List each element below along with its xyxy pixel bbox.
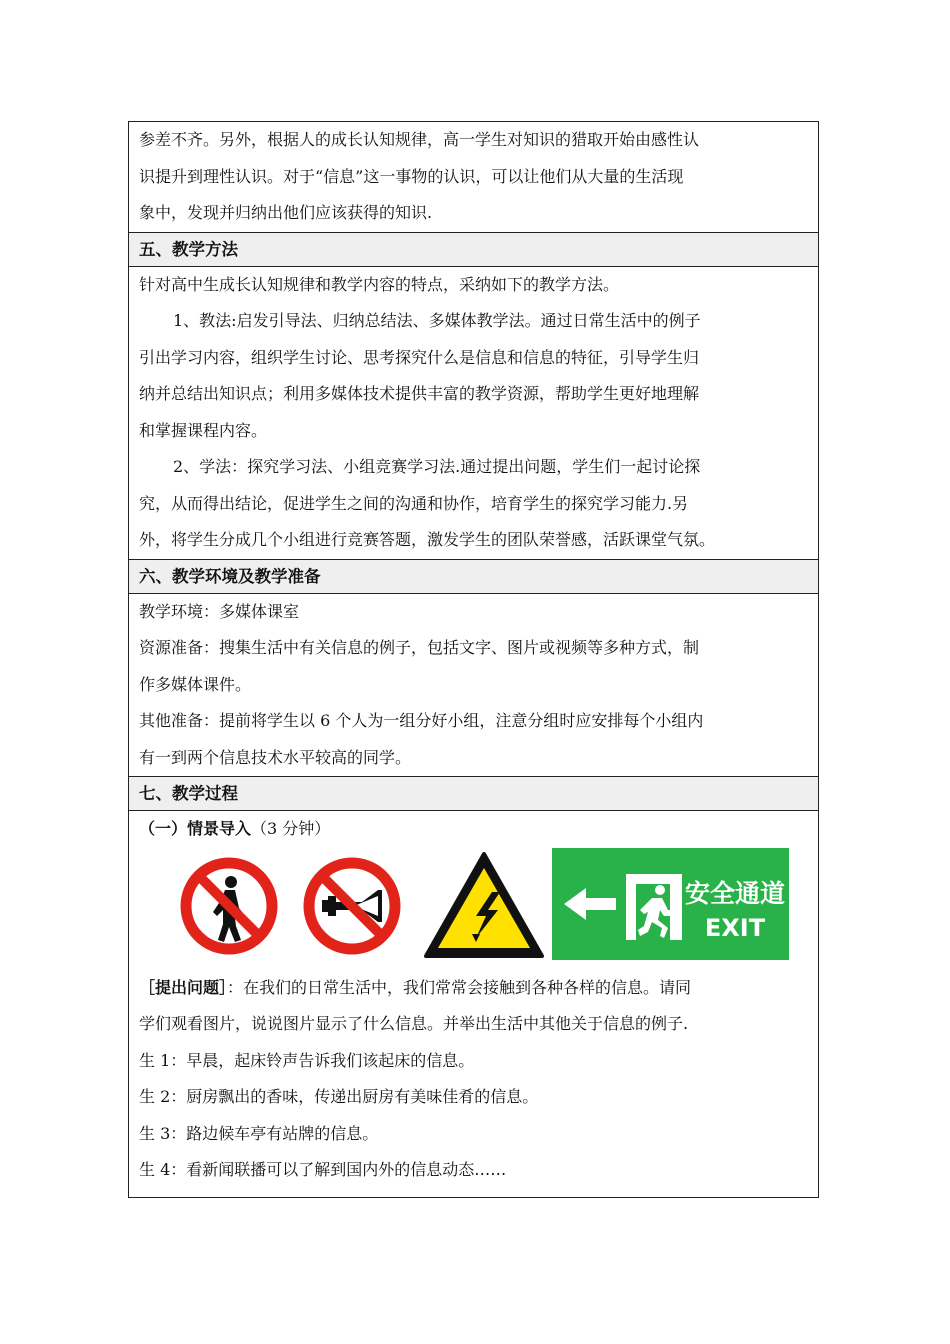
section-7-body xyxy=(129,810,818,1197)
text-line: 资源准备：搜集生活中有关信息的例子，包括文字、图片或视频等多种方式，制 xyxy=(139,638,700,657)
answer-line: 生 3：路边候车亭有站牌的信息。 xyxy=(139,1123,379,1143)
text-line: 作多媒体课件。 xyxy=(139,674,252,694)
text-line: 其他准备：提前将学生以 6 个人为一组分好小组，注意分组时应安排每个小组内 xyxy=(139,711,704,730)
subsection-duration: （3 分钟） xyxy=(251,819,331,838)
text-line: 究，从而得出结论，促进学生之间的沟通和协作，培育学生的探究学习能力.另 xyxy=(139,493,689,513)
answer-line: 生 1：早晨，起床铃声告诉我们该起床的信息。 xyxy=(139,1050,475,1070)
section-5-body xyxy=(129,266,818,559)
question-line xyxy=(139,970,808,1007)
text-line: 学们观看图片，说说图片显示了什么信息。并举出生活中其他关于信息的例子. xyxy=(139,1014,689,1033)
exit-sign-icon xyxy=(552,848,789,960)
text-line: 引出学习内容，组织学生讨论、思考探究什么是信息和信息的特征，引导学生归 xyxy=(139,347,700,367)
exit-sign-chinese: 安全通道 xyxy=(684,878,786,908)
text-line: 有一到两个信息技术水平较高的同学。 xyxy=(139,747,412,767)
document-table xyxy=(128,121,819,1198)
section-7-heading: 七、教学过程 xyxy=(129,776,818,810)
subsection-heading xyxy=(139,811,808,848)
text-line: 和掌握课程内容。 xyxy=(139,420,268,440)
subsection-title: （一）情景导入 xyxy=(139,819,252,838)
exit-sign-english: EXIT xyxy=(704,913,766,942)
text-line: 教学环境：多媒体课室 xyxy=(139,601,300,621)
text-line: 识提升到理性认识。对于“信息”这一事物的认识，可以让他们从大量的生活现 xyxy=(139,166,684,186)
text-line: 纳并总结出知识点；利用多媒体技术提供丰富的教学资源，帮助学生更好地理解 xyxy=(139,384,700,403)
text-line: 针对高中生成长认知规律和教学内容的特点，采纳如下的教学方法。 xyxy=(139,274,620,294)
question-label: ［提出问题］ xyxy=(139,977,228,997)
text-line: 象中，发现并归纳出他们应该获得的知识. xyxy=(139,203,433,222)
section-6-heading: 六、教学环境及教学准备 xyxy=(129,559,818,593)
answer-line: 生 2：厨房飘出的香味，传递出厨房有美味佳肴的信息。 xyxy=(139,1087,539,1106)
section-6-body xyxy=(129,593,818,777)
intro-section xyxy=(129,122,818,232)
no-pedestrian-icon xyxy=(179,856,279,956)
text-line: 2、学法：探究学习法、小组竞赛学习法.通过提出问题，学生们一起讨论探 xyxy=(173,457,701,476)
sign-images xyxy=(139,848,808,966)
question-text: ：在我们的日常生活中，我们常常会接触到各种各样的信息。请同 xyxy=(227,977,692,997)
answer-line: 生 4：看新闻联播可以了解到国内外的信息动态…… xyxy=(139,1160,507,1179)
no-horn-icon xyxy=(302,856,402,956)
high-voltage-icon xyxy=(422,850,546,960)
spacer xyxy=(139,1189,808,1197)
section-5-heading: 五、教学方法 xyxy=(129,232,818,266)
text-line: 1、教法:启发引导法、归纳总结法、多媒体教学法。通过日常生活中的例子 xyxy=(173,311,701,330)
text-line: 外，将学生分成几个小组进行竞赛答题，激发学生的团队荣誉感，活跃课堂气氛。 xyxy=(139,530,716,549)
text-line: 参差不齐。另外，根据人的成长认知规律，高一学生对知识的猎取开始由感性认 xyxy=(139,130,700,149)
